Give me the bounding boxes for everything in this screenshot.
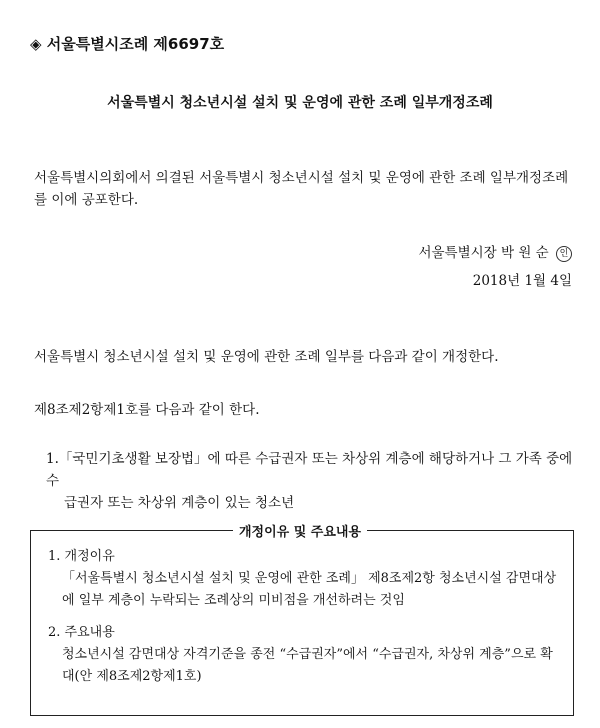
reason-box-header: 개정이유 및 주요내용 bbox=[0, 521, 600, 540]
document-title: 서울특별시 청소년시설 설치 및 운영에 관한 조례 일부개정조례 bbox=[107, 95, 493, 111]
signer-line bbox=[418, 241, 572, 262]
amended-item bbox=[46, 448, 576, 514]
promulgation-date: 2018년 1월 4일 bbox=[472, 273, 572, 289]
main-content-body: 청소년시설 감면대상 자격기준을 종전 “수급권자”에서 “수급권자, 차상위 계층”으로 확대(안 제8조제2항제1호) bbox=[62, 647, 553, 684]
reason-body: 「서울특별시 청소년시설 설치 및 운영에 관한 조례」 제8조제2항 청소년시설 감면대상에 일부 계층이 누락되는 조례상의 미비점을 개선하려는 것임 bbox=[62, 571, 557, 608]
main-content-heading: 2. 주요내용 bbox=[48, 625, 115, 640]
signer-name: 서울특별시장 박 원 순 bbox=[418, 245, 549, 261]
promulgation-text: 서울특별시의회에서 의결된 서울특별시 청소년시설 설치 및 운영에 관한 조례 일부개정조례를 이에 공포한다. bbox=[34, 170, 569, 208]
reason-heading: 1. 개정이유 bbox=[48, 549, 115, 564]
item-number: 1. bbox=[46, 451, 59, 467]
amended-article: 제8조제2항제1호를 다음과 같이 한다. bbox=[34, 402, 260, 418]
official-seal: 인 bbox=[556, 246, 572, 262]
ordinance-number: ◈ 서울특별시조례 제6697호 bbox=[30, 35, 225, 53]
amendment-intro: 서울특별시 청소년시설 설치 및 운영에 관한 조례 일부를 다음과 같이 개정한다. bbox=[34, 349, 499, 365]
item-text-line1: 「국민기초생활 보장법」에 따른 수급권자 또는 차상위 계층에 해당하거나 그 가족 중에 수 bbox=[46, 451, 573, 489]
item-text-line2: 급권자 또는 차상위 계층이 있는 청소년 bbox=[64, 495, 295, 511]
